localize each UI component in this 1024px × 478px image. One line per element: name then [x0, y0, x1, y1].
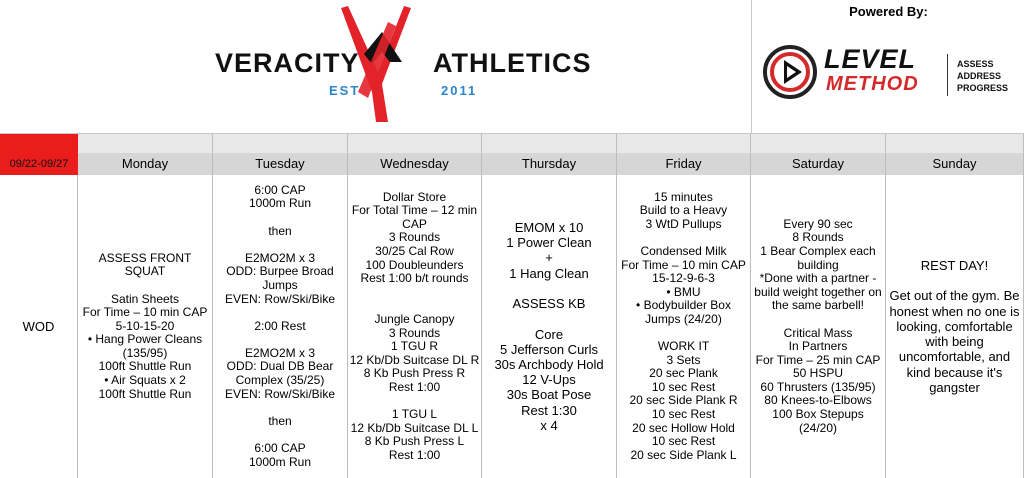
workout-line	[278, 333, 281, 347]
workout-line: building	[797, 257, 839, 272]
workout-line: +	[545, 250, 553, 266]
wod-row-label: WOD	[0, 175, 78, 478]
workout-line: 1 TGU R	[390, 339, 439, 354]
workout-monday	[78, 175, 213, 478]
workout-line: uncomfortable, and	[898, 349, 1011, 365]
workout-line: 100 Doubleunders	[365, 257, 464, 272]
workout-line: build weight together on	[754, 284, 882, 299]
level-method-play-icon	[762, 44, 818, 100]
workout-line: 6:00 CAP	[254, 441, 306, 456]
workout-line: 12 Kb/Db Suitcase DL L	[350, 420, 479, 435]
workout-line: For Time – 10 min CAP	[82, 305, 208, 320]
workout-line: Core	[534, 326, 564, 342]
workout-line: Rest 1:00 b/t rounds	[360, 271, 469, 286]
powered-by-label: Powered By:	[849, 4, 928, 19]
workout-line: 20 sec Side Plank R	[629, 393, 738, 408]
workout-line: 1 TGU L	[391, 407, 438, 422]
workout-line: 1 Bear Complex each	[760, 243, 876, 258]
workout-line: 1 Hang Clean	[509, 265, 589, 281]
workout-line: 60 Thrusters (135/95)	[760, 379, 876, 394]
workout-line: 100 Box Stepups	[772, 407, 864, 422]
workout-line: 1000m Run	[248, 454, 312, 469]
workout-line: For Time – 10 min CAP	[621, 257, 746, 272]
workout-line: E2MO2M x 3	[244, 250, 316, 265]
day-wednesday: Wednesday	[348, 153, 482, 175]
level-word: LEVEL	[824, 44, 917, 74]
workout-line	[278, 238, 281, 252]
workout-friday	[617, 175, 751, 478]
workout-line: the same barbell!	[771, 298, 865, 313]
workout-line: ODD: Burpee Broad	[226, 264, 334, 279]
workout-line: ASSESS KB	[512, 296, 586, 312]
workout-line: 20 sec Plank	[649, 366, 718, 381]
workout-line: Critical Mass	[783, 325, 853, 340]
workout-line: WORK IT	[657, 339, 710, 354]
day-header-strip	[482, 134, 617, 153]
est-label: EST	[329, 83, 361, 98]
workout-line	[413, 394, 416, 408]
workout-line: • BMU	[666, 284, 701, 299]
veracity-word: VERACITY	[215, 48, 360, 78]
workout-line: 3 Sets	[666, 352, 701, 367]
day-friday: Friday	[617, 153, 751, 175]
workout-line: Jumps	[262, 277, 298, 292]
workout-line: 100ft Shuttle Run	[98, 386, 192, 401]
workout-line: (135/95)	[122, 345, 168, 360]
workout-line: 30s Boat Pose	[506, 387, 592, 403]
workout-line: *Done with a partner -	[759, 271, 877, 286]
workout-line: 8 Kb Push Press L	[364, 434, 465, 449]
workout-line	[278, 306, 281, 320]
workout-line: 15-12-9-6-3	[652, 271, 715, 286]
workout-saturday	[751, 175, 886, 478]
workout-line: then	[268, 413, 292, 428]
workout-sunday	[886, 175, 1024, 478]
workout-line: 6:00 CAP	[254, 182, 306, 197]
workout-line: In Partners	[788, 339, 848, 354]
workout-line	[278, 401, 281, 415]
workout-thursday	[482, 175, 617, 478]
workout-line: 2:00 Rest	[254, 318, 306, 333]
workout-line: Get out of the gym. Be	[889, 288, 1020, 304]
workout-line: (24/20)	[798, 420, 838, 435]
workout-line: 8 Rounds	[792, 230, 844, 245]
workout-line	[278, 428, 281, 442]
workout-line: 20 sec Side Plank L	[630, 447, 737, 462]
tagline-address: ADDRESS	[957, 71, 1002, 81]
workout-line: with being	[925, 334, 984, 350]
workout-line: Every 90 sec	[783, 216, 853, 231]
workout-line	[143, 279, 146, 293]
workout-line: gangster	[929, 379, 980, 395]
workout-line: Jumps (24/20)	[645, 311, 722, 326]
workout-line	[547, 311, 551, 326]
workout-line: 3 WtD Pullups	[645, 216, 722, 231]
day-thursday: Thursday	[482, 153, 617, 175]
workout-tuesday	[213, 175, 348, 478]
workout-line: 3 Rounds	[388, 230, 441, 245]
workout-line: ODD: Dual DB Bear	[226, 359, 334, 374]
workout-line	[682, 231, 685, 245]
workout-line: Condensed Milk	[640, 243, 727, 258]
workout-line: Jungle Canopy	[374, 311, 455, 326]
workout-line: 12 Kb/Db Suitcase DL R	[349, 352, 480, 367]
workout-line: x 4	[540, 417, 558, 433]
workout-line: 8 Kb Push Press R	[363, 366, 466, 381]
workout-line: 50 HSPU	[792, 366, 844, 381]
workout-line: 12 V-Ups	[522, 372, 576, 388]
est-year: 2011	[441, 83, 478, 98]
workout-line	[953, 273, 957, 288]
workout-line: kind because it's	[906, 364, 1003, 380]
veracity-logo	[215, 0, 605, 130]
workout-line	[682, 327, 685, 341]
workout-line: 10 sec Rest	[651, 379, 716, 394]
workout-line: EMOM x 10	[514, 220, 584, 236]
workout-line: EVEN: Row/Ski/Bike	[224, 291, 336, 306]
day-header-strip	[348, 134, 482, 153]
workout-line: SQUAT	[124, 264, 166, 279]
workout-line: 3 Rounds	[388, 325, 441, 340]
workout-line: 10 sec Rest	[651, 434, 716, 449]
workout-line: EVEN: Row/Ski/Bike	[224, 386, 336, 401]
workout-line: E2MO2M x 3	[244, 345, 316, 360]
workout-line	[547, 281, 551, 296]
workout-line: 1000m Run	[248, 196, 312, 211]
day-tuesday: Tuesday	[213, 153, 348, 175]
workout-line: 5 Jefferson Curls	[499, 341, 599, 357]
day-header-strip	[751, 134, 886, 153]
workout-line: • Bodybuilder Box	[636, 298, 731, 313]
day-header-strip	[617, 134, 751, 153]
workout-line: Build to a Heavy	[639, 203, 728, 218]
workout-line: 15 minutes	[654, 189, 713, 204]
workout-line: 5-10-15-20	[115, 318, 175, 333]
workout-line: 10 sec Rest	[651, 407, 716, 422]
workout-line: Dollar Store	[382, 189, 447, 204]
workout-line: • Hang Power Cleans	[87, 332, 203, 347]
day-header-strip	[886, 134, 1024, 153]
workout-line	[413, 286, 416, 300]
workout-wednesday	[348, 175, 482, 478]
workout-line: 100ft Shuttle Run	[98, 359, 192, 374]
workout-line: 80 Knees-to-Elbows	[764, 393, 872, 408]
workout-line: then	[268, 223, 292, 238]
workout-line: Complex (35/25)	[235, 373, 325, 388]
workout-line: 1 Power Clean	[506, 235, 592, 251]
day-monday: Monday	[78, 153, 213, 175]
logo-divider	[947, 54, 948, 96]
date-range: 09/22-09/27	[0, 153, 78, 175]
workout-line: honest when no one is	[889, 303, 1020, 319]
workout-line	[278, 211, 281, 225]
workout-line: CAP	[402, 216, 427, 231]
athletics-word: ATHLETICS	[433, 48, 592, 78]
date-header-top	[0, 134, 78, 153]
tagline-assess: ASSESS	[957, 59, 994, 69]
method-word: METHOD	[826, 73, 919, 95]
day-saturday: Saturday	[751, 153, 886, 175]
workout-line: REST DAY!	[920, 258, 989, 274]
workout-line: For Time – 25 min CAP	[755, 352, 881, 367]
workout-line: • Air Squats x 2	[104, 373, 186, 388]
workout-line: ASSESS FRONT	[98, 250, 192, 265]
day-header-strip	[78, 134, 213, 153]
workout-line: 30s Archbody Hold	[494, 356, 604, 372]
workout-line: looking, comfortable	[896, 318, 1013, 334]
workout-line: Satin Sheets	[110, 291, 180, 306]
day-sunday: Sunday	[886, 153, 1024, 175]
workout-line: For Total Time – 12 min	[351, 203, 478, 218]
workout-line	[413, 299, 416, 313]
day-header-strip	[213, 134, 348, 153]
workout-line: Rest 1:00	[388, 447, 441, 462]
workout-line: 20 sec Hollow Hold	[632, 420, 735, 435]
workout-line	[816, 313, 819, 327]
workout-line: Rest 1:30	[521, 402, 577, 418]
workout-line: 30/25 Cal Row	[375, 243, 454, 258]
tagline-progress: PROGRESS	[957, 83, 1009, 93]
workout-line: Rest 1:00	[388, 379, 441, 394]
powered-by-panel	[751, 0, 1024, 133]
